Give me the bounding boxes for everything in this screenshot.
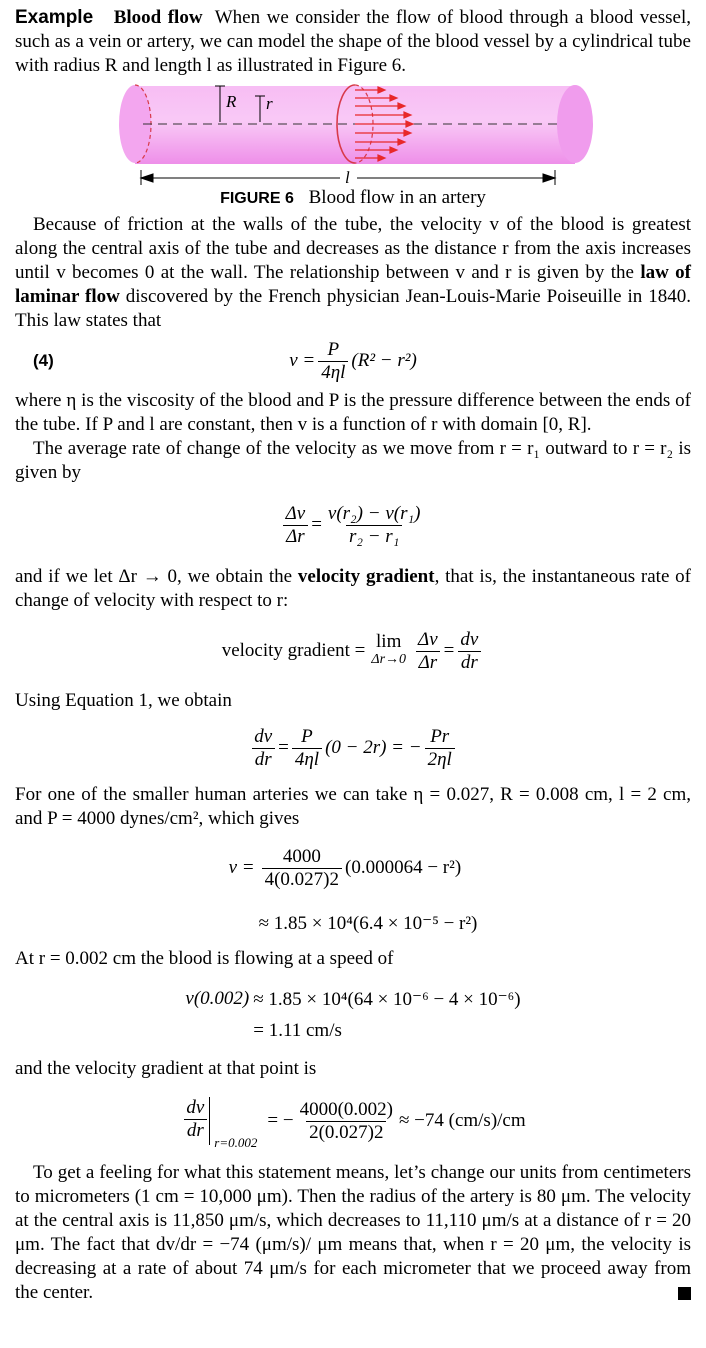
eq4-fraction: [318, 339, 348, 384]
vg-numerator-1: Δv: [418, 628, 438, 650]
vg-numerator-2: dv: [460, 628, 479, 650]
avg-right-numerator: v(r₂) − v(r₁): [327, 502, 421, 524]
equation-number: (4): [33, 351, 54, 370]
paragraph-smaller-arteries: For one of the smaller human arteries we can take η = 0.027, R = 0.008 cm, l = 2 cm, and P = 4000 dynes/cm², which gives: [15, 784, 691, 829]
s-line-2: = 1.11 cm/s: [253, 1020, 342, 1041]
avg-fraction-right: [325, 503, 424, 548]
eq4-numerator: P: [327, 338, 340, 360]
vg-fraction-2: [457, 629, 481, 674]
end-of-example-square: [678, 1287, 691, 1300]
paragraph-gradient-at-point: and the velocity gradient at that point is: [15, 1058, 317, 1079]
paragraph-average-rate: The average rate of change of the velocity as we move from r = r₁ outward to r = r₂ is given by: [15, 438, 691, 483]
label-R: R: [226, 92, 237, 111]
g-evaluated-derivative: [180, 1097, 258, 1150]
v-denominator: 4(0.027)2: [262, 868, 342, 891]
paragraph-using-equation: Using Equation 1, we obtain: [15, 690, 232, 711]
equation-velocity-values: [15, 837, 691, 945]
vg-lim-word: lim: [376, 631, 402, 652]
figure-number: FIGURE 6: [220, 190, 294, 207]
v-rhs-line-1: [259, 846, 478, 891]
paragraph-viscosity: where η is the viscosity of the blood and P is the pressure difference between the ends of the tube. If P and l are constant, then v is a function of r with domain [0, R].: [15, 390, 691, 435]
label-l: l: [345, 168, 350, 187]
textbook-page: [15, 6, 691, 1305]
figure-6: [15, 82, 691, 238]
tube-right-end: [557, 85, 593, 163]
avg-right-denominator: r₂ − r₁: [346, 525, 402, 548]
avg-left-numerator: Δv: [285, 502, 306, 524]
v-numerator: 4000: [282, 845, 321, 867]
example-title: Blood flow: [113, 7, 203, 28]
vg-denominator-1: Δr: [416, 651, 441, 674]
g-denominator-2: 2(0.027)2: [306, 1121, 386, 1144]
term-laminar-flow: law of laminar flow: [15, 262, 692, 307]
paragraph-micrometers: To get a feeling for what this statement means, let’s change our units from centimeters to micrometers (1 cm = 10,000 μm). Then the radius of the artery is 80 μm. The velocity at the central axis is 11,850 μm/s, which decreases to 11,110 μm/s at a distance of r = 20 μm. The fact that dv/dr = −74 (μm/s)/ μm means that, when r = 20 μm, the velocity is decreasing at a rate of about 74 μm/s for each micrometer that we proceed away from the center.: [15, 1162, 691, 1303]
paragraph-text: , that is, the instantaneous rate of change of velocity with respect to r:: [15, 566, 692, 611]
equation-derivative: [15, 713, 691, 783]
d-fraction-2: [292, 726, 322, 771]
equation-velocity-gradient: [15, 613, 691, 689]
d-middle: (0 − 2r) = −: [325, 737, 422, 758]
vg-lim-subscript: Δr→0: [371, 652, 407, 667]
v-lhs: v =: [228, 857, 255, 878]
s-lhs: v(0.002): [185, 988, 250, 1009]
equation-average-rate: [15, 485, 691, 565]
d-equals: =: [278, 737, 289, 758]
label-r: r: [266, 94, 273, 113]
avg-equals: =: [311, 514, 322, 535]
g-equals: = −: [267, 1110, 294, 1131]
equation-gradient-value: [15, 1081, 691, 1161]
equation-speed: [15, 985, 691, 1045]
d-denominator-2: 4ηl: [292, 748, 322, 771]
d-fraction-3: [425, 726, 455, 771]
avg-left-denominator: Δr: [283, 525, 308, 548]
s-line-1: ≈ 1.85 × 10⁴(64 × 10⁻⁶ − 4 × 10⁻⁶): [253, 988, 521, 1010]
equation-4: [15, 333, 691, 389]
d-fraction-1: [251, 726, 275, 771]
g-denominator-1: dr: [184, 1119, 207, 1142]
g-rhs: ≈ −74 (cm/s)/cm: [398, 1110, 526, 1131]
figure-caption-text: Blood flow in an artery: [308, 187, 486, 208]
d-numerator-3: Pr: [430, 725, 450, 747]
d-denominator-1: dr: [252, 748, 275, 771]
vg-fraction-1: [415, 629, 441, 674]
g-evaluated-at: r=0.002: [214, 1135, 258, 1150]
d-numerator-1: dv: [254, 725, 273, 747]
g-fraction-2: [297, 1099, 396, 1144]
avg-fraction-left: [283, 503, 309, 548]
paragraph-text: Because of friction at the walls of the tube, the velocity v of the blood is greatest along the central axis of the tube and decreases as the distance r from the axis increases until v becomes 0 at the wall. The relationship between v and r is given by the: [15, 214, 691, 283]
paragraph-velocity-gradient: [15, 565, 691, 613]
vg-denominator-2: dr: [458, 651, 481, 674]
v-line-2: ≈ 1.85 × 10⁴(6.4 × 10⁻⁵ − r²): [258, 912, 478, 934]
vg-label: velocity gradient =: [221, 640, 366, 661]
paragraph-speed: At r = 0.002 cm the blood is flowing at a speed of: [15, 948, 394, 969]
vg-equals: =: [443, 640, 455, 661]
d-numerator-2: P: [301, 725, 313, 747]
g-numerator-2: 4000(0.002): [299, 1098, 393, 1120]
paragraph-text: and if we let Δr → 0, we obtain the: [15, 566, 293, 587]
eq4-rhs: (R² − r²): [351, 350, 417, 371]
example-label: Example: [15, 7, 94, 28]
v-rhs: (0.000064 − r²): [345, 857, 462, 878]
example-intro: [15, 6, 691, 78]
eq4-denominator: 4ηl: [318, 361, 348, 384]
term-velocity-gradient: velocity gradient: [297, 566, 435, 587]
artery-diagram: [15, 82, 691, 238]
eq4-lhs: v =: [289, 350, 316, 371]
vg-limit: [371, 633, 406, 669]
evaluation-bar: [209, 1097, 214, 1145]
d-denominator-3: 2ηl: [425, 748, 455, 771]
paragraph-micrometers-wrap: [15, 1161, 691, 1305]
paragraph-text: discovered by the French physician Jean-Louis-Marie Poiseuille in 1840. This law states that: [15, 286, 692, 331]
example-intro-text: When we consider the flow of blood through a blood vessel, such as a vein or artery, we can model the shape of the blood vessel by a cylindrical tube with radius R and length l as illustrated in Figure 6.: [15, 7, 691, 76]
v-fraction: [262, 846, 342, 891]
g-fraction-1: [183, 1097, 207, 1142]
g-numerator-1: dv: [186, 1097, 205, 1118]
